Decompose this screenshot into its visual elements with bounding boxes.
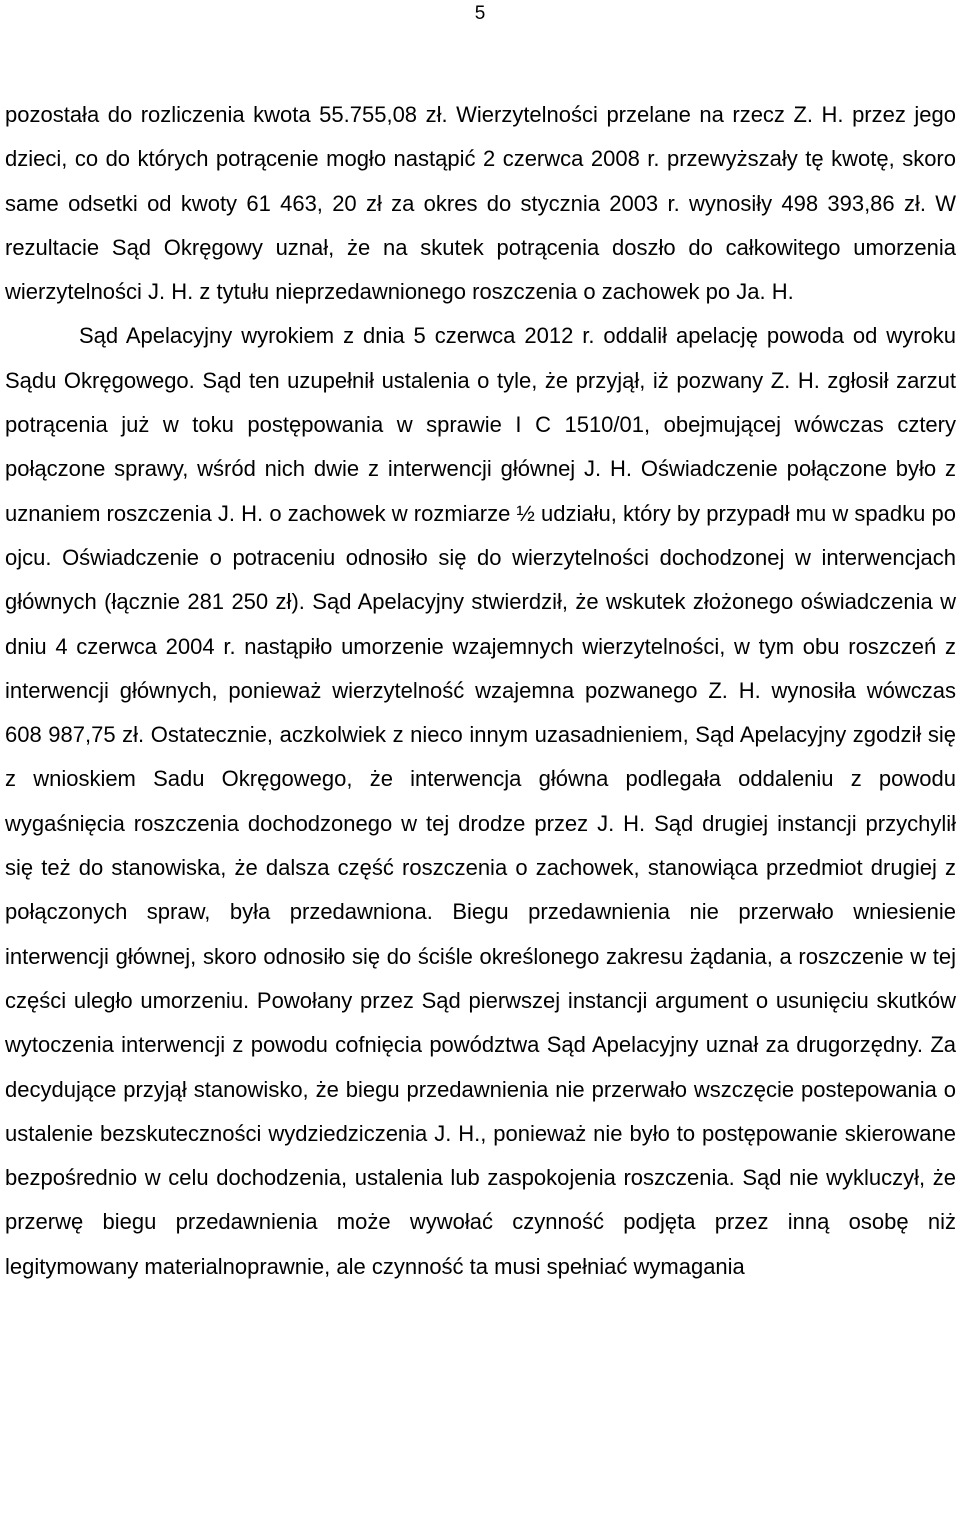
paragraph-second: Sąd Apelacyjny wyrokiem z dnia 5 czerwca 2012 r. oddalił apelację powoda od wyroku Sądu Okręgowego. Sąd ten uzupełnił ustalenia o tyle, że przyjął, iż pozwany Z. H. zgłosił zarzut potrącenia już w toku postępowania w sprawie I C 1510/01, obejmującej wówczas cztery połączone sprawy, wśród nich dwie z interwencji głównej J. H. Oświadczenie połączone było z uznaniem roszczenia J. H. o zachowek w rozmiarze ½ udziału, który by przypadł mu w spadku po ojcu. Oświadczenie o potraceniu odnosiło się do wierzytelności dochodzonej w interwencjach głównych (łącznie 281 250 zł). Sąd Apelacyjny stwierdził, że wskutek złożonego oświadczenia w dniu 4 czerwca 2004 r. nastąpiło umorzenie wzajemnych wierzytelności, w tym obu roszczeń z interwencji głównych, ponieważ wierzytelność wzajemna pozwanego Z. H. wynosiła wówczas 608 987,75 zł. Ostatecznie, aczkolwiek z nieco innym uzasadnieniem, Sąd Apelacyjny zgodził się z wnioskiem Sadu Okręgowego, że interwencja główna podlegała oddaleniu z powodu wygaśnięcia roszczenia dochodzonego w tej drodze przez J. H. Sąd drugiej instancji przychylił się też do stanowiska, że dalsza część roszczenia o zachowek, stanowiąca przedmiot drugiej z połączonych spraw, była przedawniona. Biegu przedawnienia nie przerwało wniesienie interwencji głównej, skoro odnosiło się do ściśle określonego zakresu żądania, a roszczenie w tej części uległo umorzeniu. Powołany przez Sąd pierwszej instancji argument o usunięciu skutków wytoczenia interwencji z powodu cofnięcia powództwa Sąd Apelacyjny uznał za drugorzędny. Za decydujące przyjął stanowisko, że biegu przedawnienia nie przerwało wszczęcie postepowania o ustalenie bezskuteczności wydziedziczenia J. H., ponieważ nie było to postępowanie skierowane bezpośrednio w celu dochodzenia, ustalenia lub zaspokojenia roszczenia. Sąd nie wykluczył, że przerwę biegu przedawnienia może wywołać czynność podjęta przez inną osobę niż legitymowany materialnoprawnie, ale czynność ta musi spełniać wymagania [5,323,956,1279]
paragraph-first: pozostała do rozliczenia kwota 55.755,08 zł. Wierzytelności przelane na rzecz Z. H. przez jego dzieci, co do których potrącenie mogło nastąpić 2 czerwca 2008 r. przewyższały tę kwotę, skoro same odsetki od kwoty 61 463, 20 zł za okres do stycznia 2003 r. wynosiły 498 393,86 zł. W rezultacie Sąd Okręgowy uznał, że na skutek potrącenia doszło do całkowitego umorzenia wierzytelności J. H. z tytułu nieprzedawnionego roszczenia o zachowek po Ja. H. [5,102,956,305]
document-body [5,93,956,1289]
page-number: 5 [474,3,486,24]
